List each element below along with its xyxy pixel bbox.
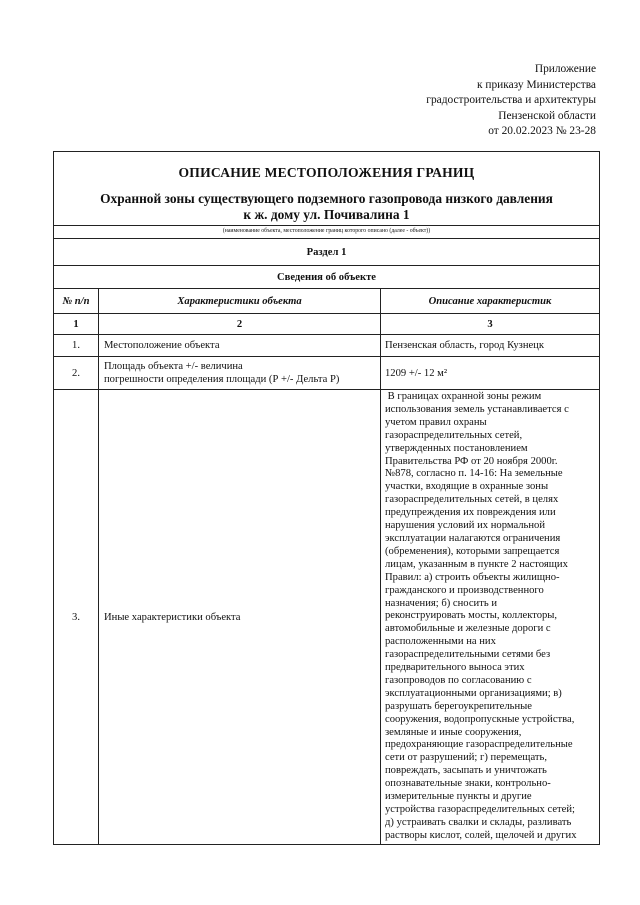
column-number: 2 xyxy=(99,314,381,335)
description-line: растворы кислот, солей, щелочей и других xyxy=(385,829,577,841)
column-number: 3 xyxy=(381,314,600,335)
section-subtitle: Сведения об объекте xyxy=(54,266,600,289)
row-description xyxy=(381,390,600,845)
description-line: газопроводов по согласованию с xyxy=(385,674,532,686)
description-line: использования земель устанавливается с xyxy=(385,403,569,415)
description-line: повреждать, засыпать и уничтожать xyxy=(385,765,547,777)
row-number: 3. xyxy=(54,390,99,845)
object-name xyxy=(54,179,599,225)
row-characteristic-line: погрешности определения площади (Р +/- Дельта Р) xyxy=(104,374,340,385)
title-block xyxy=(54,152,600,239)
description-line: Правил: а) строить объекты жилищно- xyxy=(385,571,560,583)
description-line: лицам, указанным в пункте 2 настоящих xyxy=(385,558,568,570)
section-title: Раздел 1 xyxy=(54,239,600,266)
appendix-block xyxy=(336,62,596,140)
appendix-date-line: от 20.02.2023 № 23-28 xyxy=(488,125,596,137)
description-line: д) устраивать свалки и склады, разливать xyxy=(385,816,572,828)
row-characteristic: Иные характеристики объекта xyxy=(99,390,381,845)
header-characteristic: Характеристики объекта xyxy=(99,289,381,314)
description-line: нарушения условий их нормальной xyxy=(385,520,546,532)
description-line: устройства газораспределительных сетей; xyxy=(385,804,575,815)
document-title: ОПИСАНИЕ МЕСТОПОЛОЖЕНИЯ ГРАНИЦ xyxy=(178,165,475,180)
description-line: назначения; б) сносить и xyxy=(385,597,497,609)
object-name-note: (наименование объекта, местоположение границ которого описано (далее - объект)) xyxy=(54,225,599,238)
row-number: 2. xyxy=(54,357,99,390)
row-characteristic xyxy=(99,357,381,390)
description-line: эксплуатации налагаются ограничения xyxy=(385,532,561,544)
description-line: сети от разрушений; г) перемещать, xyxy=(385,752,548,764)
description-line: реконструировать мосты, коллекторы, xyxy=(385,610,558,622)
appendix-line: к приказу Министерства xyxy=(476,78,596,91)
description-line: разрушать берегоукрепительные xyxy=(385,700,532,712)
row-description: Пензенская область, город Кузнецк xyxy=(381,335,600,357)
description-line: участки, входящие в охранные зоны xyxy=(385,481,549,493)
description-line: газораспределительными сетями без xyxy=(385,649,551,661)
column-number: 1 xyxy=(54,314,99,335)
row-characteristic-line: Площадь объекта +/- величина xyxy=(104,361,243,372)
description-line: опознавательные знаки, контрольно- xyxy=(385,778,551,790)
table-row xyxy=(54,357,600,390)
description-line: предохраняющие газораспределительные xyxy=(385,739,573,751)
description-line: измерительные пункты и другие xyxy=(385,791,532,803)
appendix-line: Приложение xyxy=(534,63,596,75)
header-number: № п/п xyxy=(54,289,99,314)
description-line: №878, согласно п. 14-16: На земельные xyxy=(385,468,563,480)
description-line: газораспределительных сетей, xyxy=(385,429,523,441)
description-line: (обременения), которыми запрещается xyxy=(385,545,560,557)
boundary-description-table xyxy=(53,151,600,845)
description-line: сооружения, водопропускные устройства, xyxy=(385,713,575,725)
description-line: В границах охранной зоны режим xyxy=(385,391,542,402)
description-line: расположенными на них xyxy=(385,636,496,648)
header-description: Описание характеристик xyxy=(381,289,600,314)
row-description-text xyxy=(385,391,595,844)
description-line: предупреждения их повреждения или xyxy=(385,507,556,519)
table-row xyxy=(54,390,600,845)
description-line: утвержденных постановлением xyxy=(385,442,528,454)
description-line: учетом правил охраны xyxy=(385,416,487,428)
row-description: 1209 +/- 12 м² xyxy=(381,357,600,390)
appendix-line: градостроительства и архитектуры xyxy=(426,94,596,106)
object-name-line2: к ж. дому ул. Почивалина 1 xyxy=(243,207,410,222)
row-characteristic: Местоположение объекта xyxy=(99,335,381,357)
description-line: эксплуатационными организациями; в) xyxy=(385,687,562,699)
row-number: 1. xyxy=(54,335,99,357)
object-name-line1: Охранной зоны существующего подземного газопровода низкого давления xyxy=(100,191,553,206)
description-line: предварительного выноса этих xyxy=(385,662,525,674)
description-line: земляные и иные сооружения, xyxy=(385,726,522,738)
description-line: гражданского и производственного xyxy=(385,584,544,596)
description-line: Правительства РФ от 20 ноября 2000г. xyxy=(385,455,558,467)
description-line: автомобильные и железные дороги с xyxy=(385,623,551,635)
appendix-line: Пензенской области xyxy=(498,109,596,122)
table-row xyxy=(54,335,600,357)
description-line: газораспределительных сетей, в целях xyxy=(385,494,559,506)
